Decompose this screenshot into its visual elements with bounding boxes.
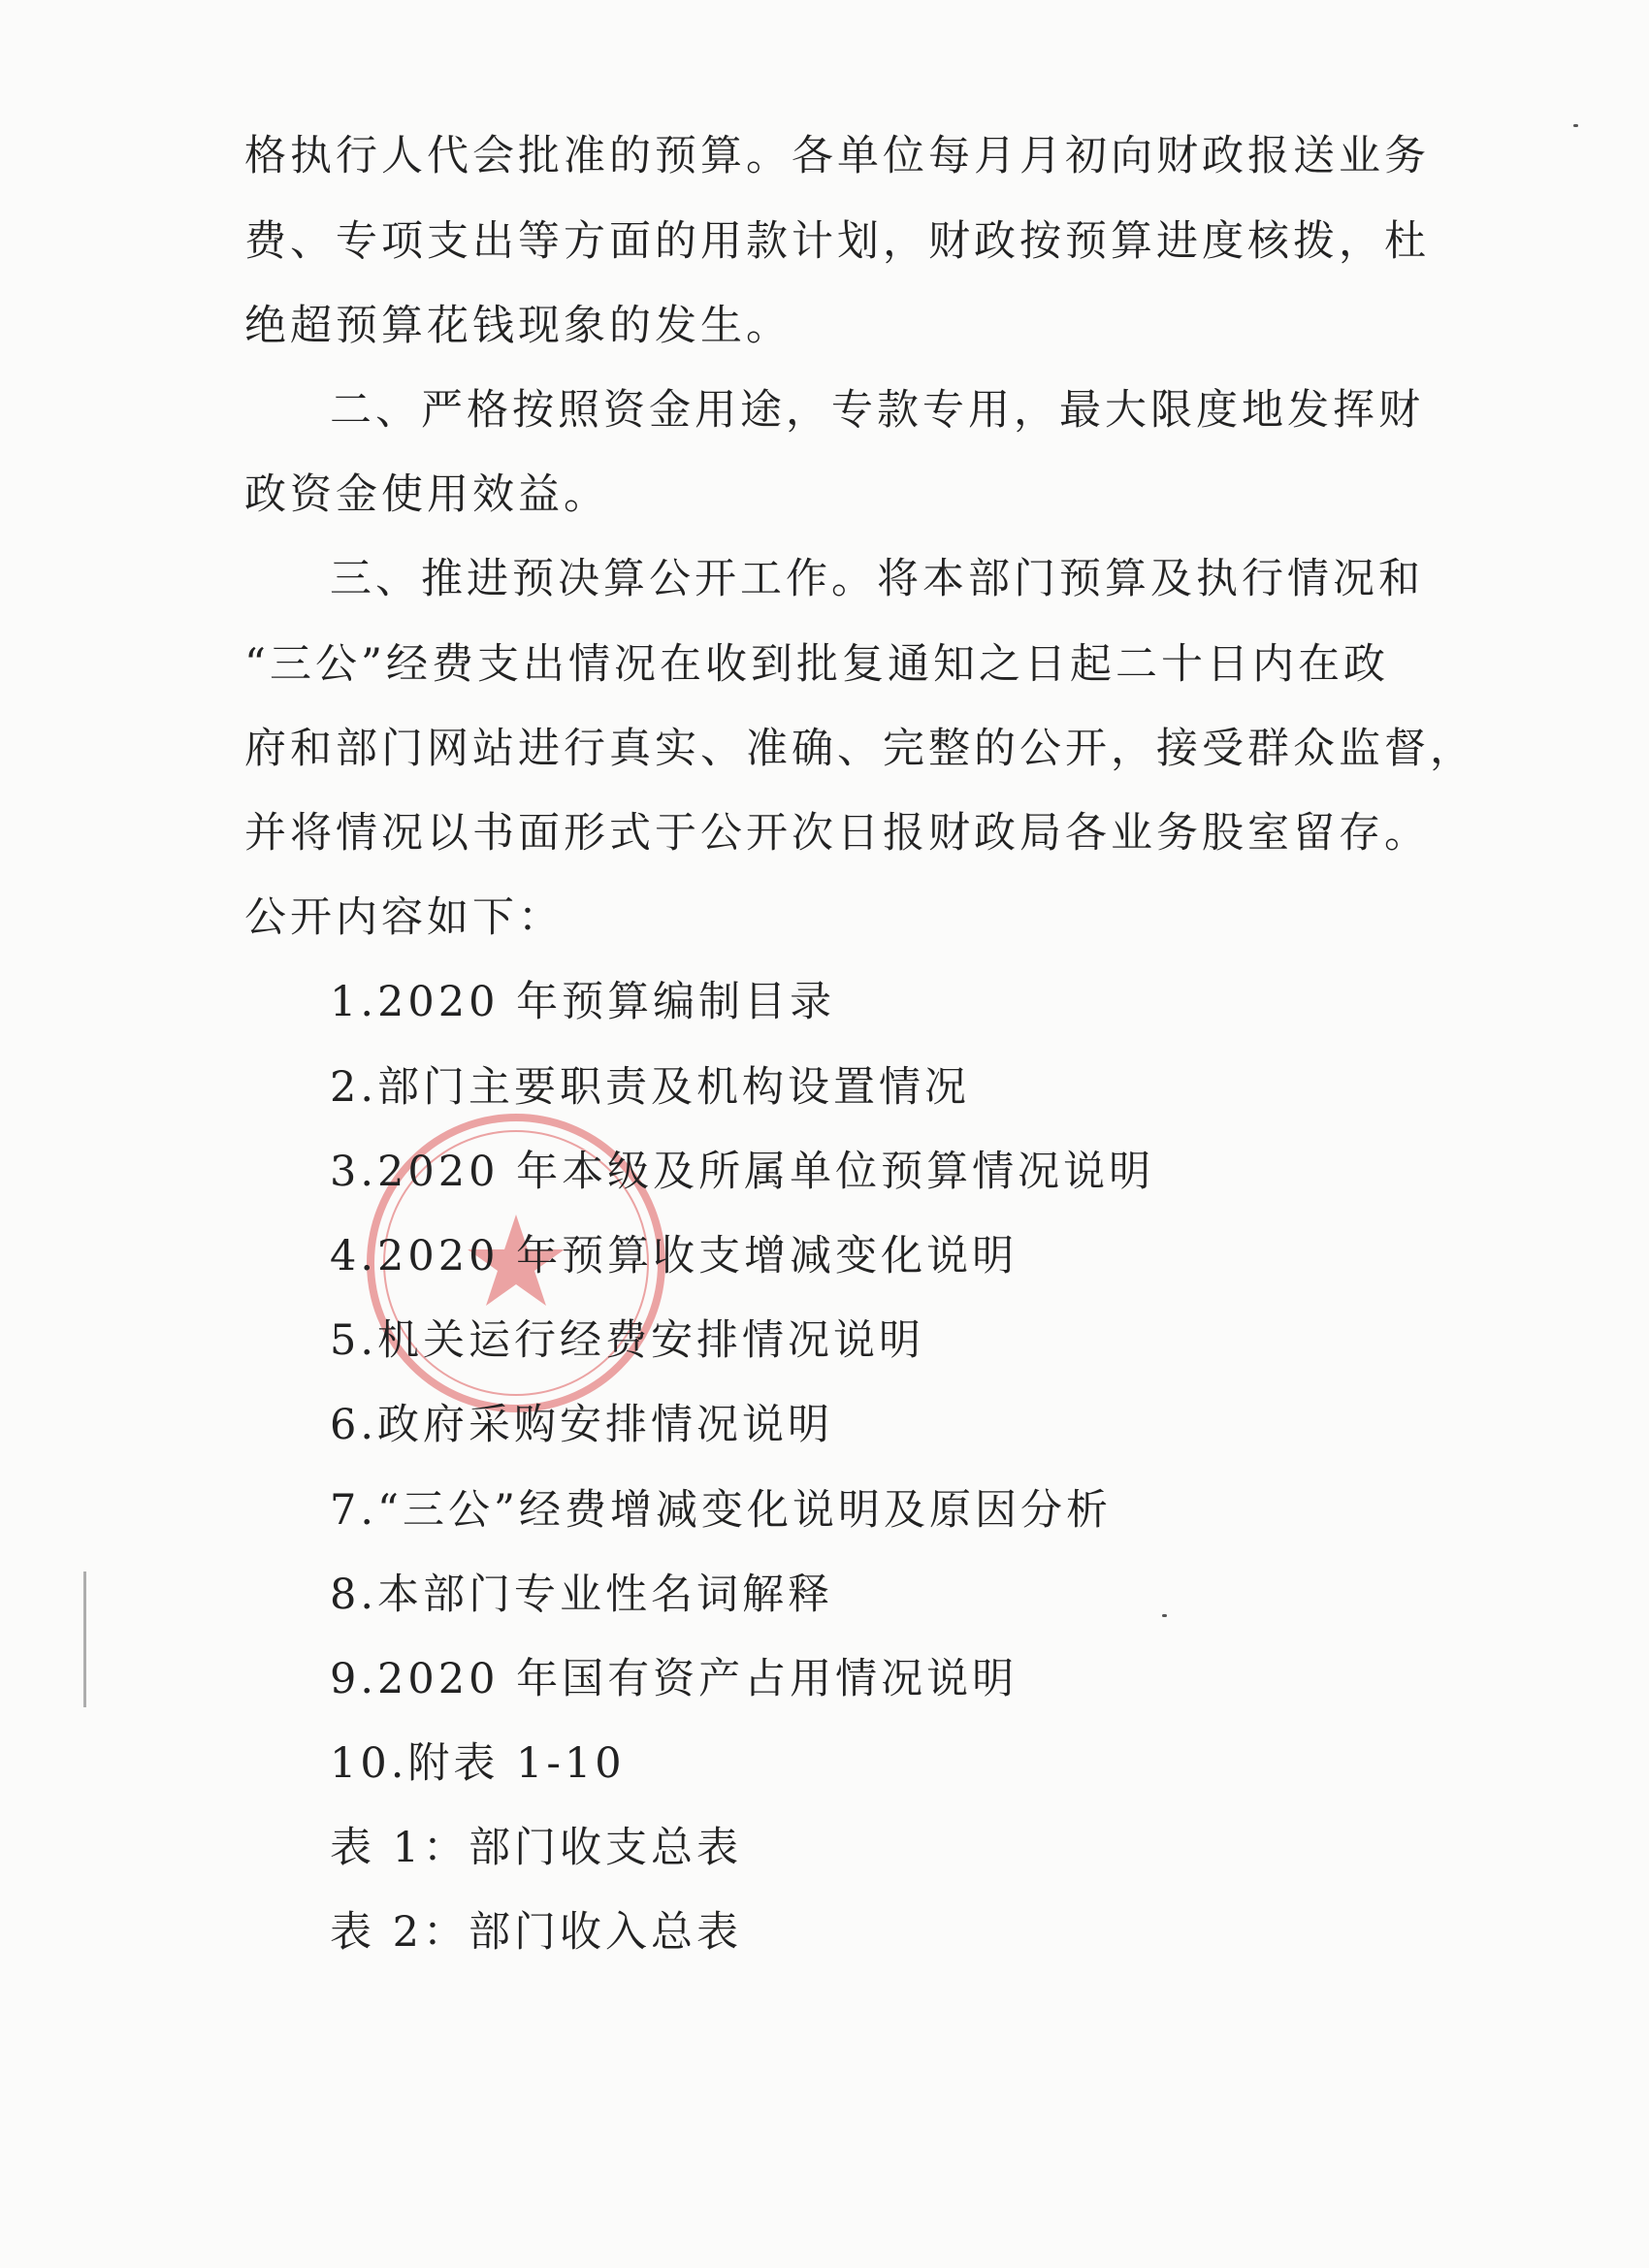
list-item: 10.附表 1-10 — [330, 1739, 626, 1788]
body-line: 政资金使用效益。 — [244, 470, 609, 519]
list-item: 3.2020 年本级及所属单位预算情况说明 — [330, 1148, 1155, 1196]
body-line: 府和部门网站进行真实、准确、完整的公开，接受群众监督， — [244, 725, 1475, 773]
list-item: 4.2020 年预算收支增减变化说明 — [330, 1232, 1018, 1280]
body-line: 格执行人代会批准的预算。各单位每月月初向财政报送业务 — [244, 132, 1430, 180]
body-line: “三公”经费支出情况在收到批复通知之日起二十日内在政 — [244, 640, 1389, 689]
scan-artifact — [83, 1571, 86, 1707]
body-line: 费、专项支出等方面的用款计划，财政按预算进度核拨，杜 — [244, 217, 1430, 266]
list-item: 表 2：部门收入总表 — [330, 1908, 743, 1957]
list-item: 1.2020 年预算编制目录 — [330, 978, 836, 1026]
list-item: 9.2020 年国有资产占用情况说明 — [330, 1655, 1018, 1703]
scan-artifact — [1162, 1614, 1167, 1617]
scan-artifact — [1573, 124, 1578, 127]
body-line: 三、推进预决算公开工作。将本部门预算及执行情况和 — [330, 555, 1424, 603]
list-item: 表 1：部门收支总表 — [330, 1824, 743, 1872]
list-item: 7.“三公”经费增减变化说明及原因分析 — [330, 1486, 1112, 1535]
body-line: 绝超预算花钱现象的发生。 — [244, 302, 792, 350]
list-item: 6.政府采购安排情况说明 — [330, 1401, 834, 1449]
body-line: 并将情况以书面形式于公开次日报财政局各业务股室留存。 — [244, 809, 1430, 858]
list-item: 5.机关运行经费安排情况说明 — [330, 1316, 925, 1365]
list-item: 8.本部门专业性名词解释 — [330, 1571, 834, 1619]
list-item: 2.部门主要职责及机构设置情况 — [330, 1063, 971, 1112]
body-line: 二、严格按照资金用途，专款专用，最大限度地发挥财 — [330, 386, 1424, 435]
body-line: 公开内容如下： — [244, 893, 564, 942]
